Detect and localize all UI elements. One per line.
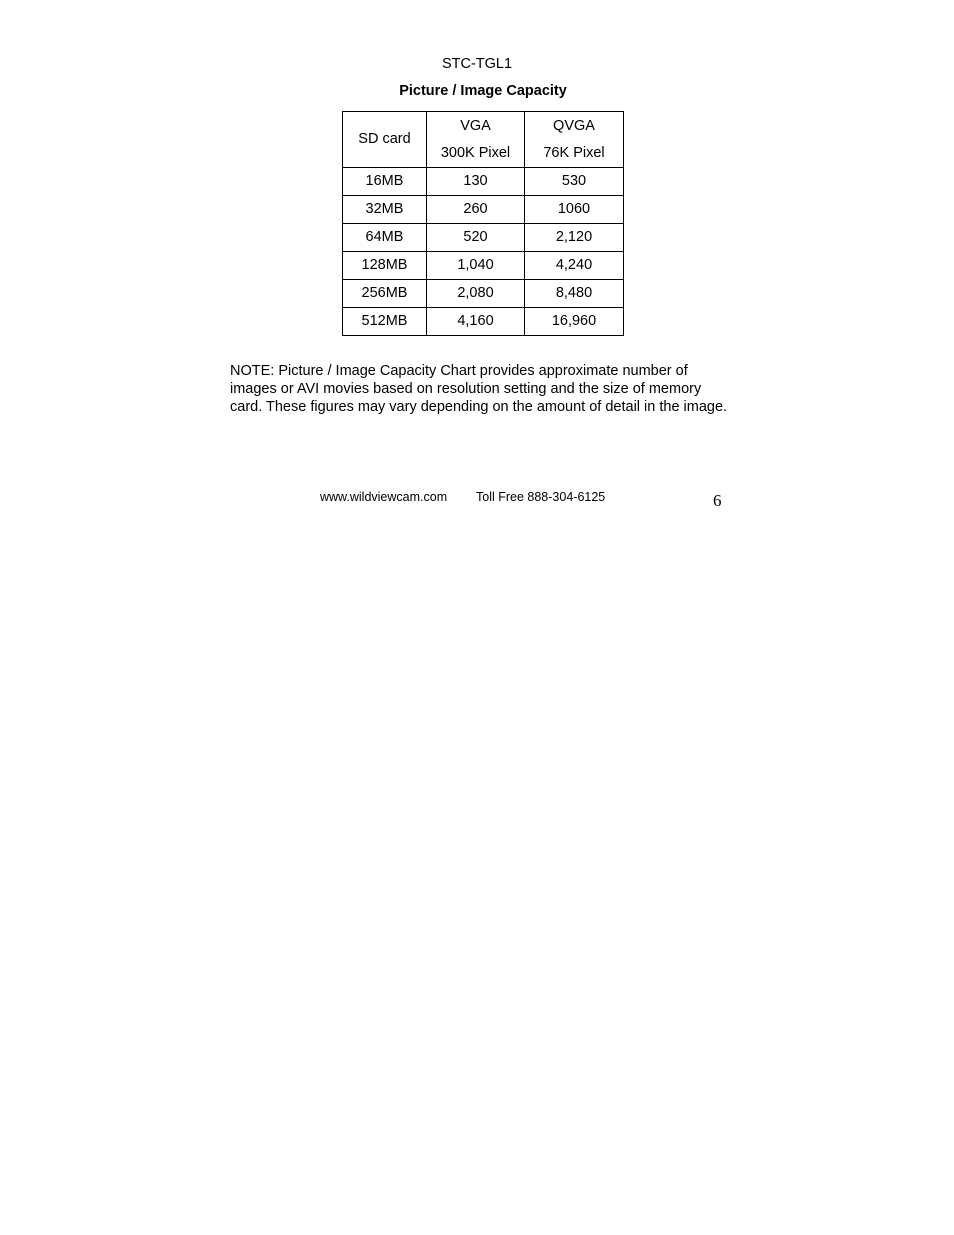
cell-sd-card: 32MB (343, 196, 427, 224)
cell-qvga: 4,240 (525, 252, 624, 280)
cell-sd-card: 256MB (343, 280, 427, 308)
header-sd-card: SD card (343, 112, 427, 168)
cell-qvga: 1060 (525, 196, 624, 224)
header-qvga-line2: 76K Pixel (543, 144, 605, 161)
cell-sd-card: 128MB (343, 252, 427, 280)
header-qvga-line1: QVGA (553, 117, 595, 134)
header-vga-line1: VGA (460, 117, 491, 134)
table-row (343, 196, 624, 224)
cell-qvga: 16,960 (525, 308, 624, 336)
header-qvga (525, 112, 624, 168)
model-number: STC-TGL1 (441, 56, 513, 72)
cell-qvga: 2,120 (525, 224, 624, 252)
table-header-row (343, 112, 624, 168)
cell-qvga: 8,480 (525, 280, 624, 308)
table-row (343, 308, 624, 336)
table-row (343, 252, 624, 280)
cell-vga: 2,080 (427, 280, 525, 308)
cell-qvga: 530 (525, 168, 624, 196)
table-row (343, 280, 624, 308)
cell-sd-card: 64MB (343, 224, 427, 252)
footer-website: www.wildviewcam.com (320, 490, 448, 504)
page-number: 6 (713, 491, 722, 510)
capacity-table (342, 111, 624, 336)
footer-phone: Toll Free 888-304-6125 (476, 490, 606, 504)
cell-sd-card: 16MB (343, 168, 427, 196)
cell-vga: 520 (427, 224, 525, 252)
table-row (343, 168, 624, 196)
header-vga-line2: 300K Pixel (440, 144, 511, 161)
cell-vga: 1,040 (427, 252, 525, 280)
cell-vga: 260 (427, 196, 525, 224)
table-title: Picture / Image Capacity (399, 83, 567, 99)
capacity-note: NOTE: Picture / Image Capacity Chart provides approximate number of images or AVI movies based on resolution setting and the size of memory card. These figures may vary depending on the amount of detail in the image. (230, 363, 728, 415)
cell-sd-card: 512MB (343, 308, 427, 336)
cell-vga: 4,160 (427, 308, 525, 336)
header-vga (427, 112, 525, 168)
table-row (343, 224, 624, 252)
cell-vga: 130 (427, 168, 525, 196)
